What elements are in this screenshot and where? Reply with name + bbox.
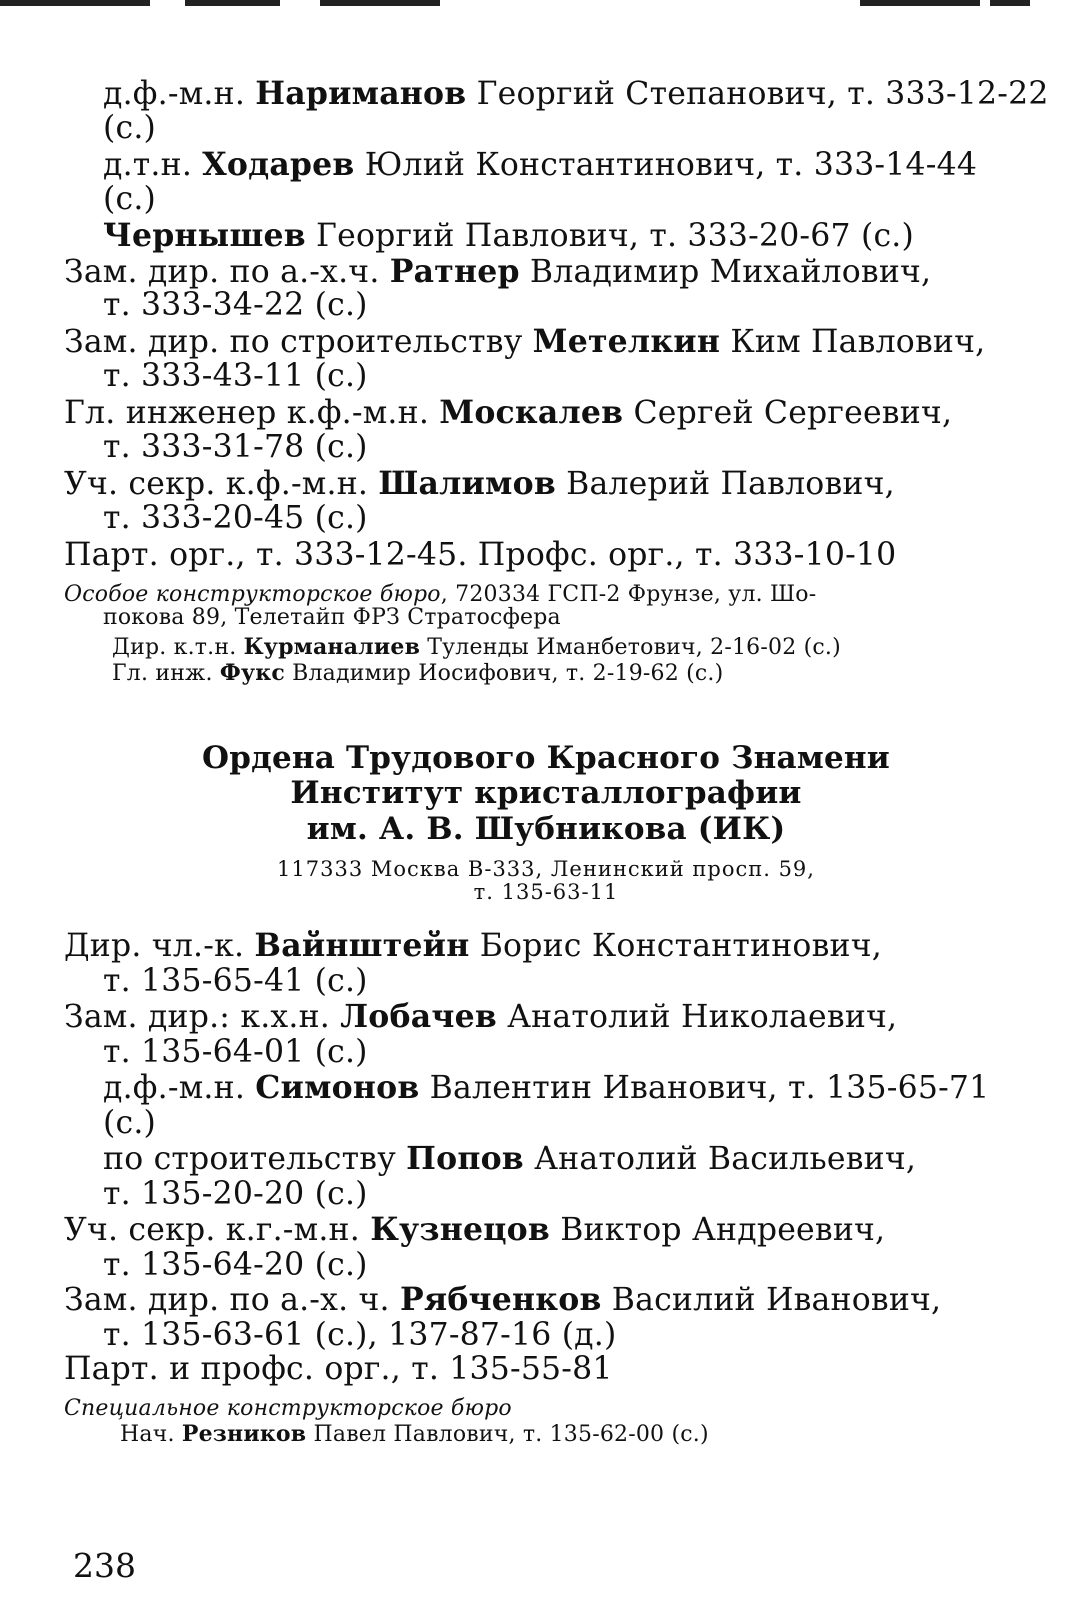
page-number: 238 <box>73 1546 136 1585</box>
entry-moskalev-cont: т. 333-31-78 (с.) <box>103 429 368 465</box>
design-bureau-engineer: Гл. инж. Фукс Владимир Иосифович, т. 2-19-62 (с.) <box>112 660 724 686</box>
entry-metelkin-cont: т. 333-43-11 (с.) <box>103 358 368 394</box>
entry-vainshtein-cont: т. 135-65-41 (с.) <box>103 963 368 999</box>
entry-khodarev-cont: (с.) <box>103 181 157 217</box>
entry-vainshtein: Дир. чл.-к. Вайнштейн Борис Константинович, <box>64 927 882 964</box>
design-bureau-line1: Особое конструкторское бюро, 720334 ГСП-2 Фрунзе, ул. Шо- <box>64 582 817 607</box>
design-bureau-line2: покова 89, Телетайп ФРЗ Стратосфера <box>103 605 561 630</box>
entry-party-org-bottom: Парт. и профс. орг., т. 135-55-81 <box>64 1351 613 1387</box>
top-cropped-line <box>0 0 1092 10</box>
institute-address: 117333 Москва В-333, Ленинский просп. 59, <box>277 857 815 881</box>
entry-shalimov-cont: т. 333-20-45 (с.) <box>103 500 368 536</box>
special-bureau-head: Нач. Резников Павел Павлович, т. 135-62-00 (с.) <box>120 1421 709 1447</box>
entry-chernyshev: Чернышев Георгий Павлович, т. 333-20-67 (с.) <box>103 217 915 254</box>
design-bureau-director: Дир. к.т.н. Курманалиев Туленды Иманбетович, 2-16-02 (с.) <box>112 634 841 660</box>
entry-khodarev: д.т.н. Ходарев Юлий Константинович, т. 333-14-44 <box>103 146 978 183</box>
entry-ratner-cont: т. 333-34-22 (с.) <box>103 287 368 323</box>
entry-nariman-cont: (с.) <box>103 110 157 146</box>
entry-ryabchenkov: Зам. дир. по а.-х. ч. Рябченков Василий Иванович, <box>64 1281 942 1318</box>
entry-ryabchenkov-cont: т. 135-63-61 (с.), 137-87-16 (д.) <box>103 1317 617 1353</box>
entry-party-org-top: Парт. орг., т. 333-12-45. Профс. орг., т. 333-10-10 <box>64 537 897 573</box>
entry-ratner: Зам. дир. по а.-х.ч. Ратнер Владимир Михайлович, <box>64 253 932 290</box>
entry-lobachev-cont: т. 135-64-01 (с.) <box>103 1034 368 1070</box>
entry-metelkin: Зам. дир. по строительству Метелкин Ким Павлович, <box>64 323 986 360</box>
entry-popov-cont: т. 135-20-20 (с.) <box>103 1176 368 1212</box>
entry-kuznetsov-cont: т. 135-64-20 (с.) <box>103 1247 368 1283</box>
entry-kuznetsov: Уч. секр. к.г.-м.н. Кузнецов Виктор Андреевич, <box>64 1211 886 1248</box>
entry-shalimov: Уч. секр. к.ф.-м.н. Шалимов Валерий Павлович, <box>64 465 895 502</box>
institute-title-line3: им. А. В. Шубникова (ИК) <box>306 811 786 847</box>
entry-simonov: д.ф.-м.н. Симонов Валентин Иванович, т. 135-65-71 <box>103 1069 990 1106</box>
institute-title-line2: Институт кристаллографии <box>290 775 802 811</box>
entry-nariman: д.ф.-м.н. Нариманов Георгий Степанович, т. 333-12-22 <box>103 75 1049 112</box>
entry-simonov-cont: (с.) <box>103 1105 157 1141</box>
entry-popov: по строительству Попов Анатолий Васильевич, <box>103 1140 917 1177</box>
entry-moskalev: Гл. инженер к.ф.-м.н. Москалев Сергей Сергеевич, <box>64 394 953 431</box>
institute-title-line1: Ордена Трудового Красного Знамени <box>202 740 890 776</box>
special-bureau-title: Специальное конструкторское бюро <box>64 1396 512 1421</box>
entry-lobachev: Зам. дир.: к.х.н. Лобачев Анатолий Николаевич, <box>64 998 898 1035</box>
institute-phone: т. 135-63-11 <box>473 880 619 904</box>
